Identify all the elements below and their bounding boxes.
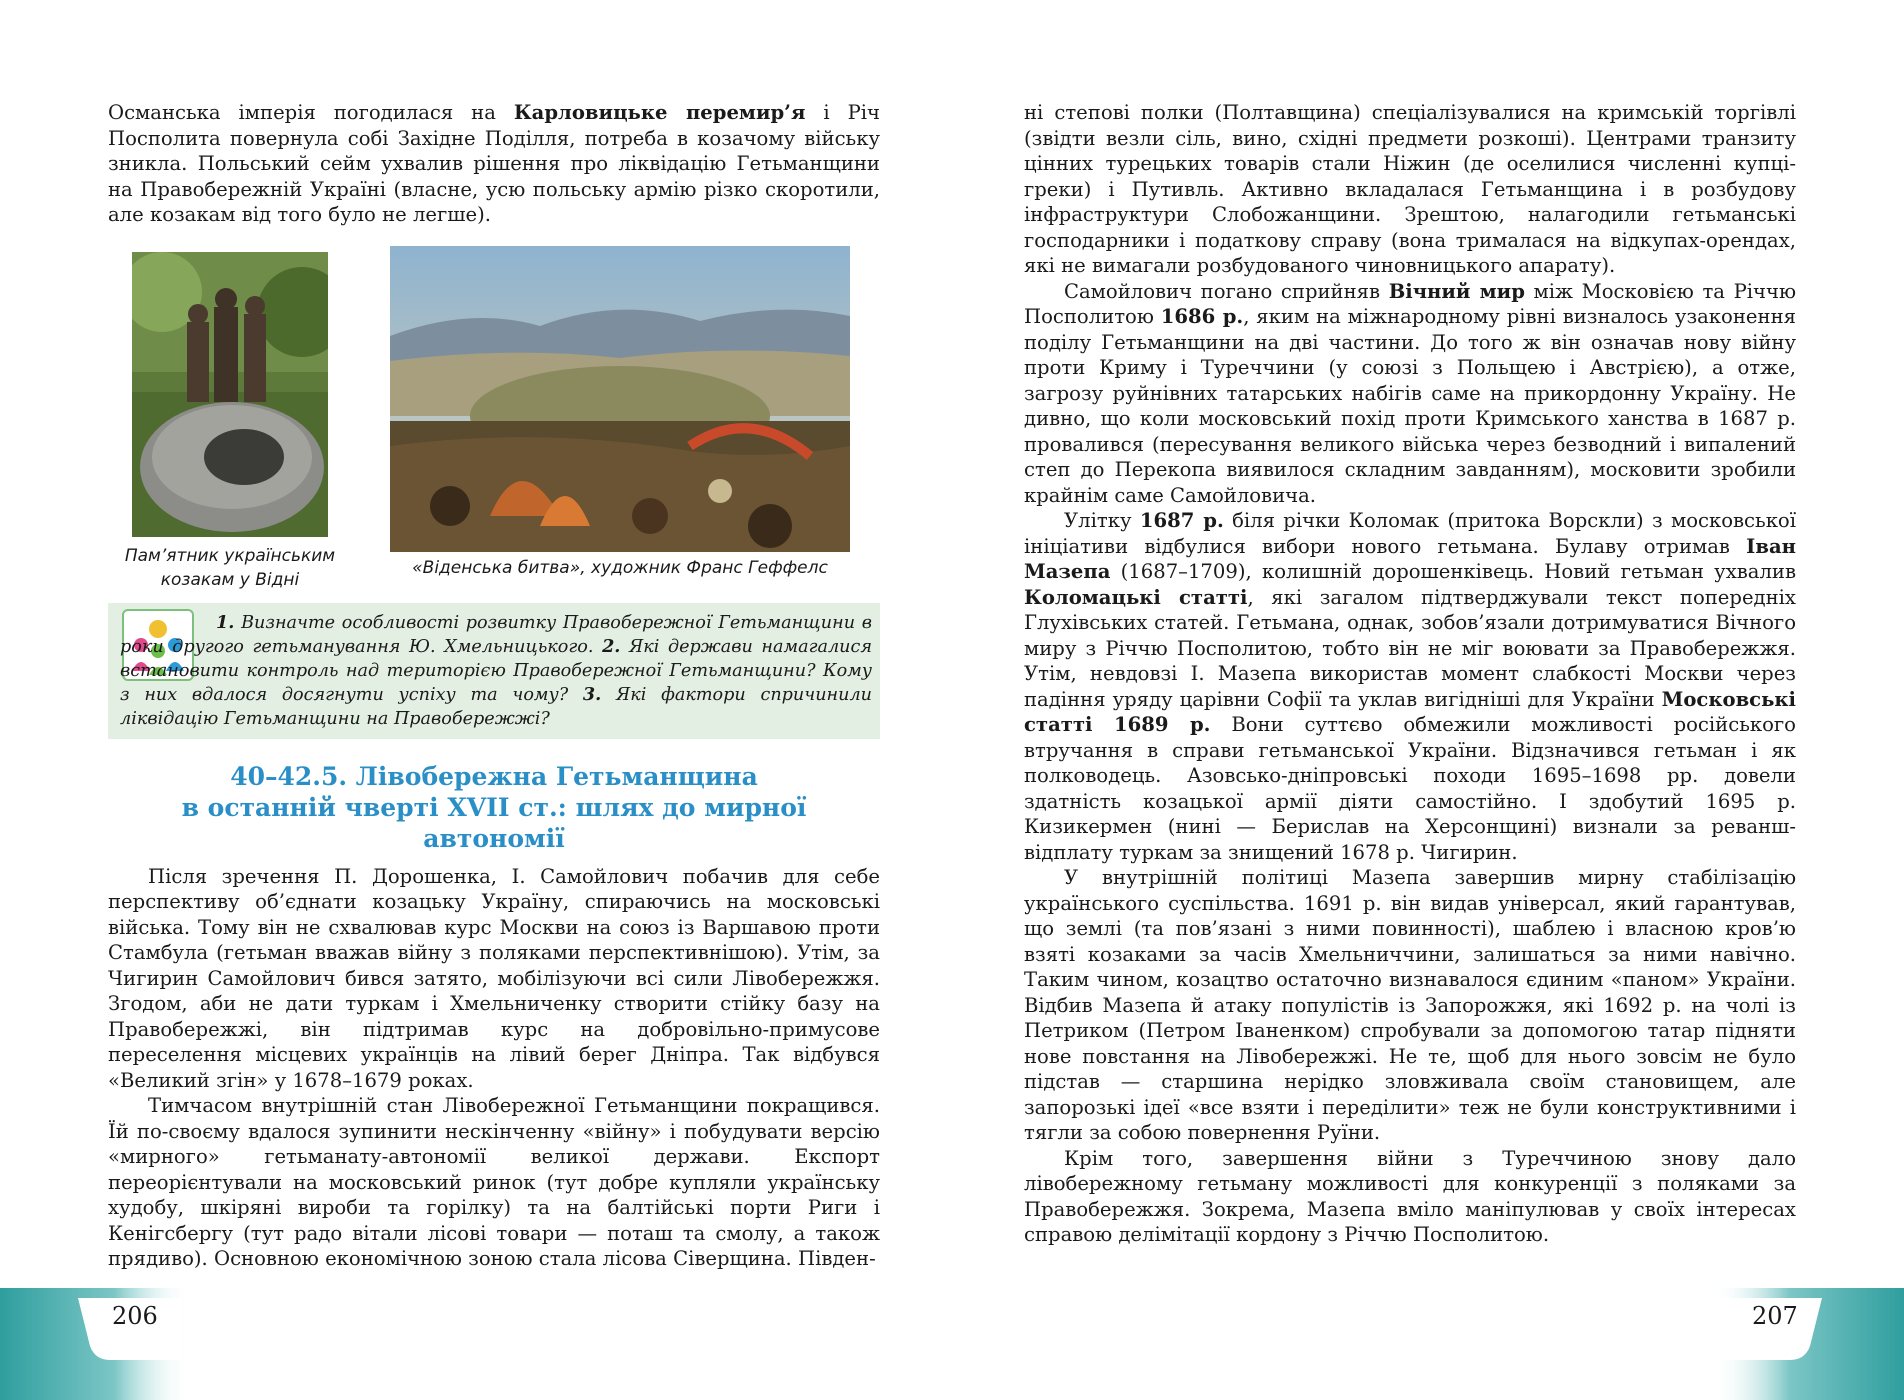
right-paragraph-5: Крім того, завершення війни з Туреччиною знову дало лівобережному гетьману можливості для конкуренції з поляками за Правобережжя. Зокрема, Мазепа вміло маніпулював у своїх інтересах справою делімітації кордону з Річчю Посполитою. [1024, 1146, 1796, 1246]
monument-photo [132, 252, 328, 537]
right-paragraph-3: Улітку 1687 р. біля річки Коломак (притока Ворскли) з московської ініціативи відбулися вибори нового гетьмана. Булаву отримав Іван Мазепа (1687–1709), колишній дорошенківець. Новий гетьман ухвалив Коломацькі статті, які загалом підтверджували текст попередніх Глухівських статей. Гетьмана, однак, зобов’язали дотримуватися Вічного миру з Річчю Посполитою, тобто він не міг воювати за Правобережжя. Утім, невдовзі І. Мазепа використав момент слабкості Москви через падіння уряду царівни Софії та уклав вигідніші для України Московські статті 1689 р. Вони суттєво обмежили можливості російського втручання в справи гетьманської України. Відзначився гетьман і як полководець. Азовсько-дніпровські походи 1695–1698 рр. довели здатність козацької армії діяти самостійно. І здобутий 1695 р. Кизикермен (нині — Берислав на Херсонщині) визнали за реванш-відплату туркам за знищений 1678 р. Чигирин. [1024, 509, 1796, 864]
vienna-battle-painting [390, 246, 850, 552]
page-number-right: 207 [1752, 1302, 1798, 1330]
right-paragraph-2: Самойлович погано сприйняв Вічний мир між Московією та Річчю Посполитою 1686 р., яким на міжнародному рівні визналось узаконення поділу Гетьманщини на дві частини. До того ж він означав нову війну проти Криму і Туреччини (у союзі з Польщею і Австрією), а отже, загрозу руйнівних татарських набігів саме на прикордонну Україну. Не дивно, що коли московський похід проти Кримського ханства в 1687 р. провалився (пересування великого війська через безводний і випалений степ до Перекопа виявилося складним завданням), московити зробили крайнім саме Самойловича. [1024, 279, 1797, 507]
right-column [1024, 100, 1796, 1248]
right-paragraph-1: ні степові полки (Полтавщина) спеціалізувалися на кримській торгівлі (звідти везли сіль, вино, східні предмети розкоші). Центрами транзиту цінних турецьких товарів стали Ніжин (де оселилися численні купці-греки) і Путивль. Активно вкладалася Гетьманщина і в розбудову інфраструктури Слобожанщини. Зрештою, налагодили гетьманські господарники і податкову справу (вона трималася на відкупах-орендах, які не вимагали розбудованого чиновницького апарату). [1024, 101, 1796, 277]
section-heading-line-2: в останній чверті XVII ст.: шлях до мирної автономії [181, 792, 807, 853]
right-page [952, 0, 1904, 1400]
left-paragraph-1: Османська імперія погодилася на Карловицьке перемир’я і Річ Посполита повернула собі Західне Поділля, потреба в козачому війську зникла. Польський сейм ухвалив рішення про ліквідацію Гетьманщини на Правобережній Україні (власне, усю польську армію різко скоротили, але козакам від того було не легше). [108, 101, 880, 226]
section-heading-line-1: 40–42.5. Лівобережна Гетьманщина [230, 761, 758, 791]
left-column [108, 100, 880, 1272]
painting-caption: «Віденська битва», художник Франс Геффелс [412, 557, 828, 578]
left-paragraph-3: Тимчасом внутрішній стан Лівобережної Гетьманщини покращився. Їй по-своєму вдалося зупинити нескінченну «війну» і побудувати версію «мирного» гетьманату-автономії великої держави. Експорт переорієнтували на московський ринок (тут добре купляли українську худобу, шкіряні вироби та горілку) та на балтійські порти Риги і Кенігсбергу (тут радо вітали лісові товари — поташ та смолу, а також прядиво). Основною економічною зоною стала лісова Сіверщина. Півден- [108, 1094, 880, 1270]
right-paragraph-4: У внутрішній політиці Мазепа завершив мирну стабілізацію українського суспільства. 1691 р. він видав універсал, який гарантував, що землі (та пов’язані з ними повинності), шаблею і власною кров’ю взяті козаками за часів Хмельниччини, залишаться за ними навічно. Таким чином, козацтво остаточно визнавалося єдиним «паном» України. Відбив Мазепа й атаку популістів із Запорожжя, які 1692 р. на чолі із Петриком (Петром Іваненком) спробували за допомогою татар підняти нове повстання на Лівобережжі. Не те, щоб для нього зовсім не було підстав — старшина нерідко зловживала своїм становищем, але запорозькі ідеї «все взяти і переділити» теж не були конструктивними і тягли за собою повернення Руїни. [1024, 866, 1796, 1144]
monument-caption: Пам’ятник українським козакам у Відні [124, 545, 336, 590]
figures-row [108, 244, 880, 589]
questions-text: 1. Визначте особливості розвитку Правобережної Гетьманщини в роки другого гетьманування Ю. Хмельницького. 2. Які держави намагалися встановити контроль над територією Правобережної Гетьманщини? Кому з них вдалося досягнути успіху та чому? 3. Які фактори спричинили ліквідацію Гетьманщини на Правобережжі? [120, 611, 873, 729]
section-heading [108, 761, 880, 854]
questions-box [108, 603, 880, 739]
footer-band [0, 1288, 1904, 1400]
left-paragraph-2: Після зречення П. Дорошенка, І. Самойлович побачив для себе перспективу об’єднати козацьку Україну, спираючись на московські війська. Тому він не схвалював курс Москви на союз із Варшавою проти Стамбула (гетьман вважав війну з поляками перспективнішою). Утім, за Чигирин Самойлович бився затято, мобілізуючи всі сили Лівобережжя. Згодом, аби не дати туркам і Хмельниченку створити стійку базу на Правобережжі, він підтримав курс на добровільно-примусове переселення місцевих українців на лівий берег Дніпра. Так відбувся «Великий згін» у 1678–1679 роках. [108, 864, 880, 1092]
page-number-left: 206 [112, 1302, 158, 1330]
